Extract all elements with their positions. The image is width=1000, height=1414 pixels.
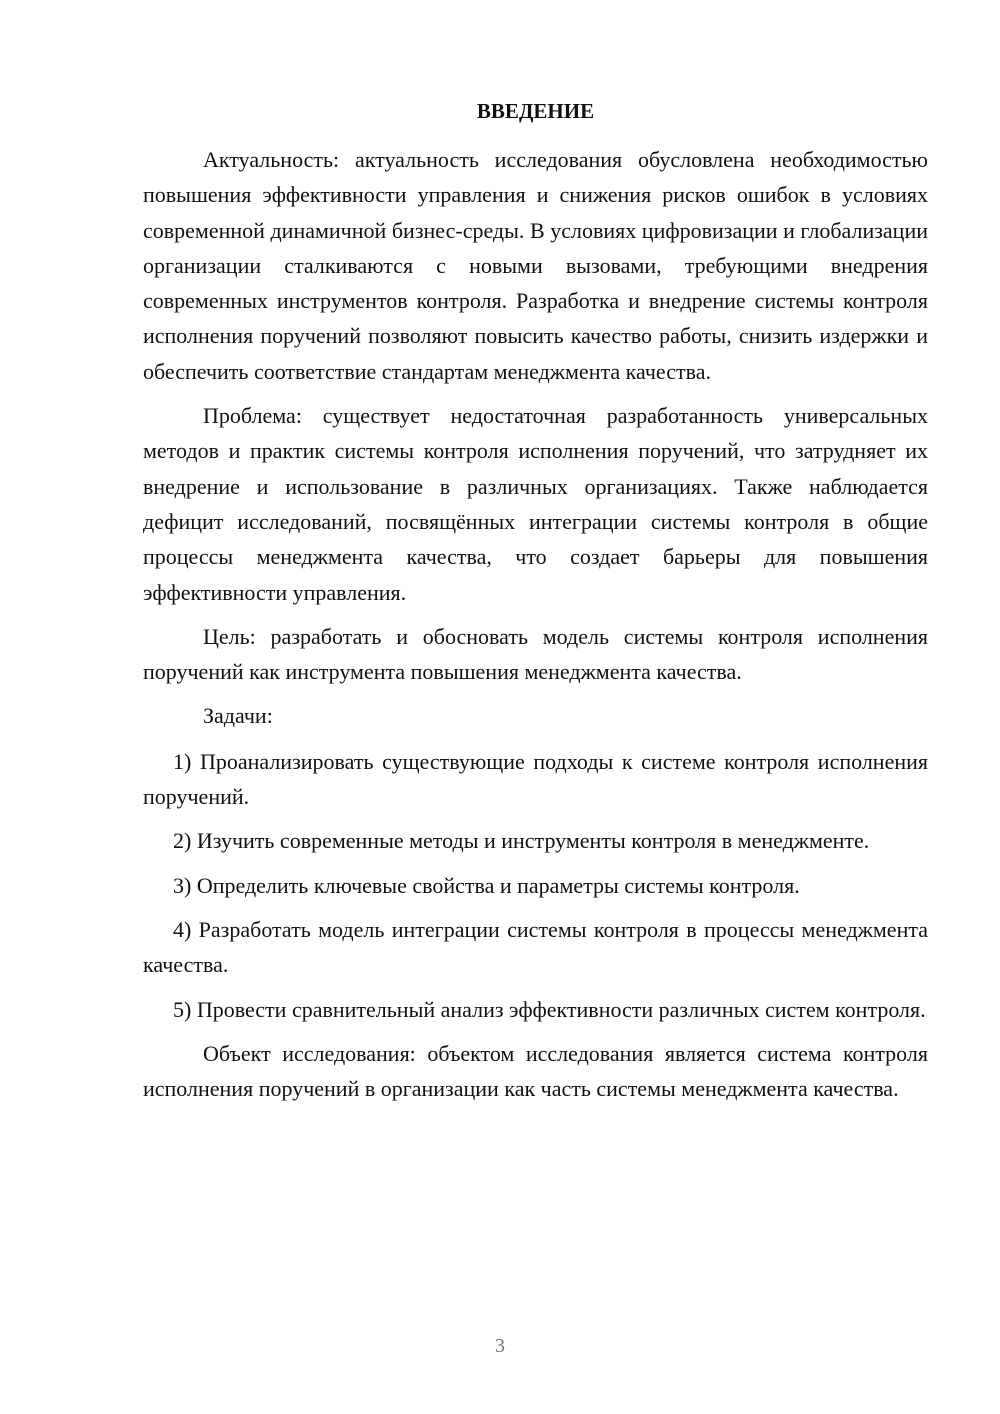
paragraph-problem: Проблема: существует недостаточная разработанность универсальных методов и практик системы контроля исполнения поручений, что затрудняет их внедрение и использование в различных организациях. Также наблюдается дефицит исследований, посвящённых интеграции системы контроля в общие процессы менеджмента качества, что создает барьеры для повышения эффективности управления. [143, 403, 928, 605]
task-item-3: 3) Определить ключевые свойства и параметры системы контроля. [173, 872, 800, 898]
paragraph-object: Объект исследования: объектом исследования является система контроля исполнения поручений в организации как часть системы менеджмента качества. [143, 1040, 928, 1102]
task-item-5: 5) Провести сравнительный анализ эффективности различных систем контроля. [173, 996, 926, 1022]
paragraph-relevance: Актуальность: актуальность исследования обусловлена необходимостью повышения эффективности управления и снижения рисков ошибок в условиях современной динамичной бизнес-среды. В условиях цифровизации и глобализации организации сталкиваются с новыми вызовами, требующими внедрения современных инструментов контроля. Разработка и внедрение системы контроля исполнения поручений позволяют повысить качество работы, снизить издержки и обеспечить соответствие стандартам менеджмента качества. [143, 147, 928, 384]
tasks-heading: Задачи: [203, 703, 273, 729]
task-item-1: 1) Проанализировать существующие подходы к системе контроля исполнения поручений. [143, 748, 928, 810]
task-item-4: 4) Разработать модель интеграции системы контроля в процессы менеджмента качества. [143, 916, 928, 978]
page-title: ВВЕДЕНИЕ [476, 99, 595, 123]
page-number: 3 [495, 1335, 505, 1357]
paragraph-goal: Цель: разработать и обосновать модель системы контроля исполнения поручений как инструмента повышения менеджмента качества. [143, 623, 928, 685]
task-item-2: 2) Изучить современные методы и инструменты контроля в менеджменте. [173, 828, 870, 854]
document-body [143, 142, 928, 1115]
